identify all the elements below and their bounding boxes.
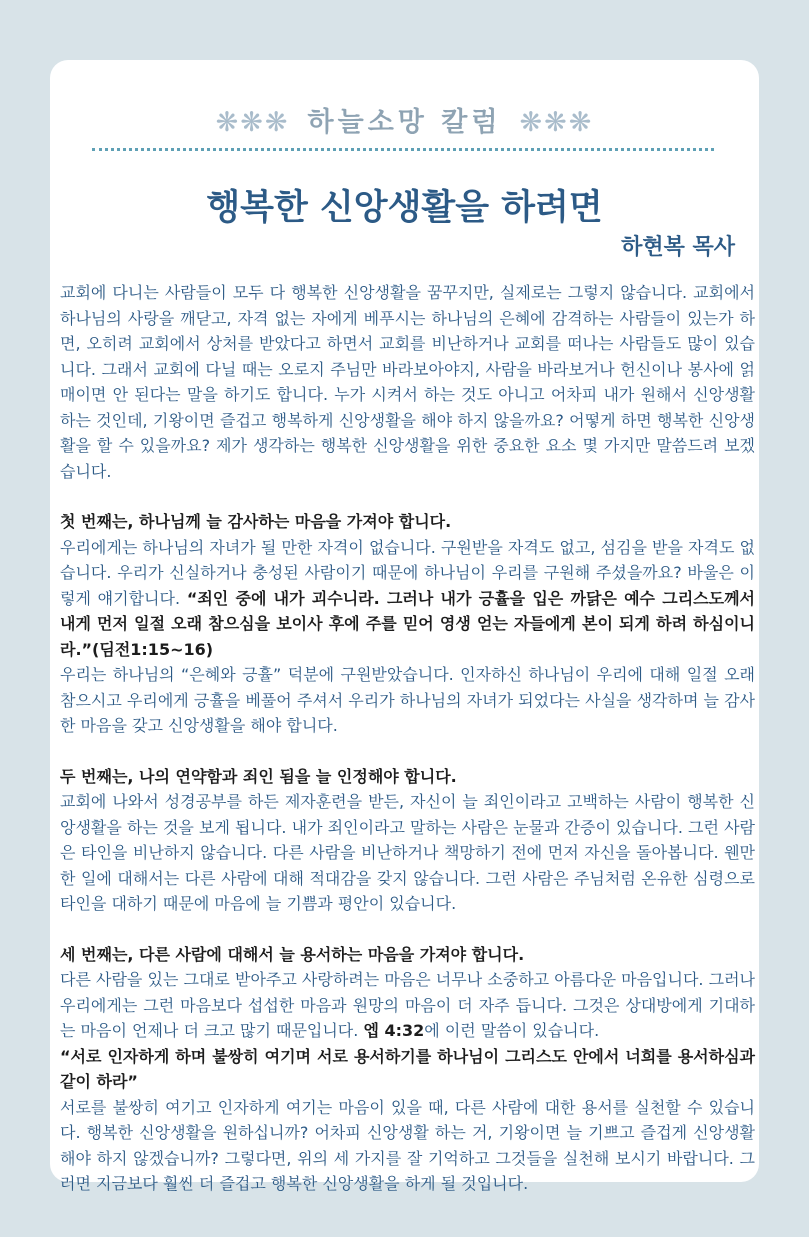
section3-quote: “서로 인자하게 하며 불쌍히 여기며 서로 용서하기를 하나님이 그리스도 안에서 너희를 용서하심과 같이 하라” <box>60 1046 755 1091</box>
section1-heading: 첫 번째는, 하나님께 늘 감사하는 마음을 가져야 합니다. <box>60 512 452 531</box>
section2-heading: 두 번째는, 나의 연약함과 죄인 됨을 늘 인정해야 합니다. <box>60 766 457 786</box>
header-stars-left: ❋❋❋ <box>215 107 290 138</box>
scripture-reference: 엡 4:32 <box>363 1021 425 1040</box>
dotted-divider <box>92 148 714 151</box>
section3-conclusion: 서로를 불쌍히 여기고 인자하게 여기는 마음이 있을 때, 다른 사람에 대한 용서를 실천할 수 있습니다. 행복한 신앙생활을 원하십니까? 어차피 신앙생활 하는 거, 기왕이면 늘 기쁘고 즐겁게 신앙생활 해야 하지 않겠습니까? 그렇다면, 위의 세 가지를 잘 기억하고 그것들을 실천해 보시기 바랍니다. 그러면 지금보다 훨씬 더 즐겁고 행복한 신앙생활을 하게 될 것입니다. <box>60 1097 755 1193</box>
section3-body-tail: 에 이런 말씀이 있습니다. <box>424 1021 600 1040</box>
article-body <box>60 280 755 1197</box>
article-title: 행복한 신앙생활을 하려면 <box>206 188 603 228</box>
section3-paragraph <box>60 967 755 1044</box>
intro-paragraph: 교회에 다니는 사람들이 모두 다 행복한 신앙생활을 꿈꾸지만, 실제로는 그렇지 않습니다. 교회에서 하나님의 사랑을 깨닫고, 자격 없는 자에게 베푸시는 하나님의 은혜에 감격하는 사람들이 있는가 하면, 오히려 교회에서 상처를 받았다고 하면서 교회를 비난하거나 교회를 떠나는 사람들도 많이 있습니다. 그래서 교회에 다닐 때는 오로지 주님만 바라보아야지, 사람을 바라보거나 헌신이나 봉사에 얽매이면 안 된다는 말을 하기도 합니다. 누가 시켜서 하는 것도 아니고 어차피 내가 원해서 신앙생활 하는 것인데, 기왕이면 즐겁고 행복하게 신앙생활을 해야 하지 않을까요? 어떻게 하면 행복한 신앙생활을 할 수 있을까요? 제가 생각하는 행복한 신앙생활을 위한 중요한 요소 몇 가지만 말씀드려 보겠습니다. <box>60 283 755 481</box>
section1-quote: “죄인 중에 내가 괴수니라. 그러나 내가 긍휼을 입은 까닭은 예수 그리스도께서 내게 먼저 일절 오래 참으심을 보이사 후에 주를 믿어 영생 얻는 자들에게 본이 되게 하려 하심이니라.”(딤전1:15~16) <box>60 588 755 659</box>
section3-body: 다른 사람을 있는 그대로 받아주고 사랑하려는 마음은 너무나 소중하고 아름다운 마음입니다. 그러나 우리에게는 그런 마음보다 섭섭한 마음과 원망의 마음이 더 자주 듭니다. 그것은 상대방에게 기대하는 마음이 언제나 더 크고 많기 때문입니다. <box>60 970 755 1040</box>
section1-body: 우리에게는 하나님의 자녀가 될 만한 자격이 없습니다. 구원받을 자격도 없고, 섬김을 받을 자격도 없습니다. 우리가 신실하거나 충성된 사람이기 때문에 하나님이 우리를 구원해 주셨을까요? 바울은 이렇게 얘기합니다. <box>60 537 755 608</box>
column-series-title: 하늘소망 칼럼 <box>307 107 502 138</box>
column-card <box>50 60 759 1193</box>
section2-paragraph: 교회에 나와서 성경공부를 하든 제자훈련을 받든, 자신이 늘 죄인이라고 고백하는 사람이 행복한 신앙생활을 하는 것을 보게 됩니다. 내가 죄인이라고 말하는 사람은 눈물과 간증이 있습니다. 그런 사람은 타인을 비난하지 않습니다. 다른 사람을 비난하거나 책망하기 전에 먼저 자신을 돌아봅니다. 웬만한 일에 대해서는 다른 사람에 대해 적대감을 갖지 않습니다. 그런 사람은 주님처럼 온유한 심령으로 타인을 대하기 때문에 마음에 늘 기쁨과 평안이 있습니다. <box>60 792 755 913</box>
section1-conclusion: 우리는 하나님의 “은혜와 긍휼” 덕분에 구원받았습니다. 인자하신 하나님이 우리에 대해 일절 오래 참으시고 우리에게 긍휼을 베풀어 주셔서 우리가 하나님의 자녀가 되었다는 사실을 생각하며 늘 감사한 마음을 갖고 신앙생활을 해야 합니다. <box>60 665 755 735</box>
header-stars-right: ❋❋❋ <box>519 107 594 138</box>
column-header <box>50 100 759 139</box>
author-name: 하현복 목사 <box>621 235 735 260</box>
section3-heading: 세 번째는, 다른 사람에 대해서 늘 용서하는 마음을 가져야 합니다. <box>60 944 525 964</box>
section1-paragraph <box>60 535 755 663</box>
